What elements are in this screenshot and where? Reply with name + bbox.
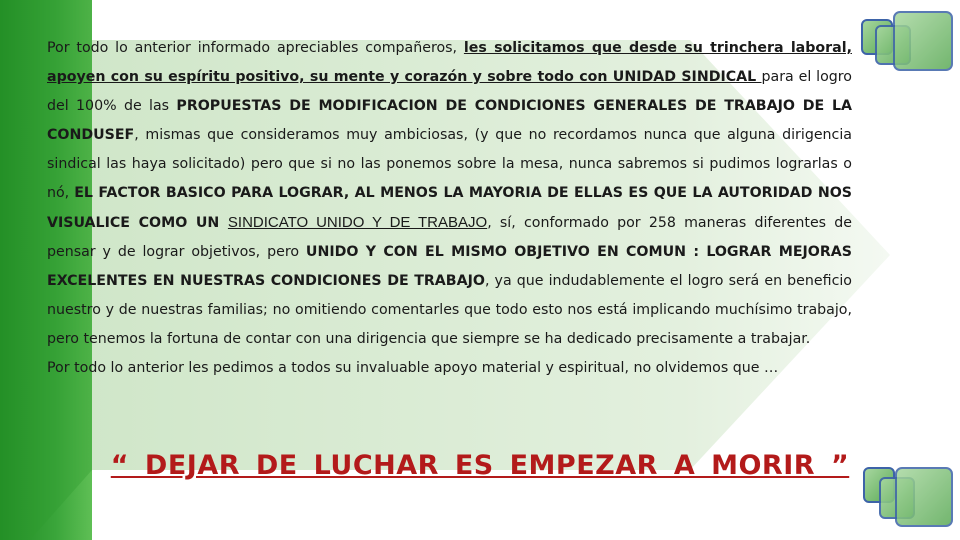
proposals-bold-text: PROPUESTAS DE MODIFICACION DE CONDICIONES GENERALES DE TRABAJO DE LA CONDUSEF: [47, 98, 852, 143]
body-text: [47, 34, 852, 383]
slogan-heading: “ DEJAR DE LUCHAR ES EMPEZAR A MORIR ”: [110, 450, 850, 481]
text-segment: para el logro del 100% de las: [47, 69, 852, 114]
union-underlined-text: SINDICATO UNIDO Y DE TRABAJO: [227, 214, 488, 231]
paragraph-closing: Por todo lo anterior les pedimos a todos su invaluable apoyo material y espiritual, no olvidemos que …: [47, 360, 779, 376]
corner-squares-top: [862, 12, 952, 70]
text-segment: , sí, conformado por 258 maneras diferentes de pensar y de lograr objetivos, pero: [47, 215, 853, 260]
key-factor-bold-text: EL FACTOR BASICO PARA LOGRAR, AL MENOS LA MAYORIA DE ELLAS ES QUE LA AUTORIDAD NOS VISUALICE COMO UN: [47, 185, 852, 231]
objective-bold-text: UNIDO Y CON EL MISMO OBJETIVO EN COMUN : LOGRAR MEJORAS EXCELENTES EN NUESTRAS CONDICIONES DE TRABAJO: [47, 244, 852, 289]
text-segment: , ya que indudablemente el logro será en beneficio nuestro y de nuestras familias; no omitiendo comentarles que todo esto nos está implicando muchísimo trabajo, pero tenemos la fortuna de contar con una dirigencia que siempre se ha dedicado precisamente a trabajar.: [47, 273, 852, 347]
request-underlined-text: les solicitamos que desde su trinchera laboral, apoyen con su espíritu positivo, su mente y corazón y sobre todo con UNIDAD SINDICAL: [47, 40, 852, 85]
text-segment: , mismas que consideramos muy ambiciosas, (y que no recordamos nunca que alguna dirigencia sindical las haya solicitado) pero que si no las ponemos sobre la mesa, nunca sabremos si pudimos lograrlas o nó,: [47, 127, 852, 201]
paragraph-main: [47, 34, 852, 354]
intro-text: Por todo lo anterior informado apreciables compañeros,: [47, 40, 464, 56]
